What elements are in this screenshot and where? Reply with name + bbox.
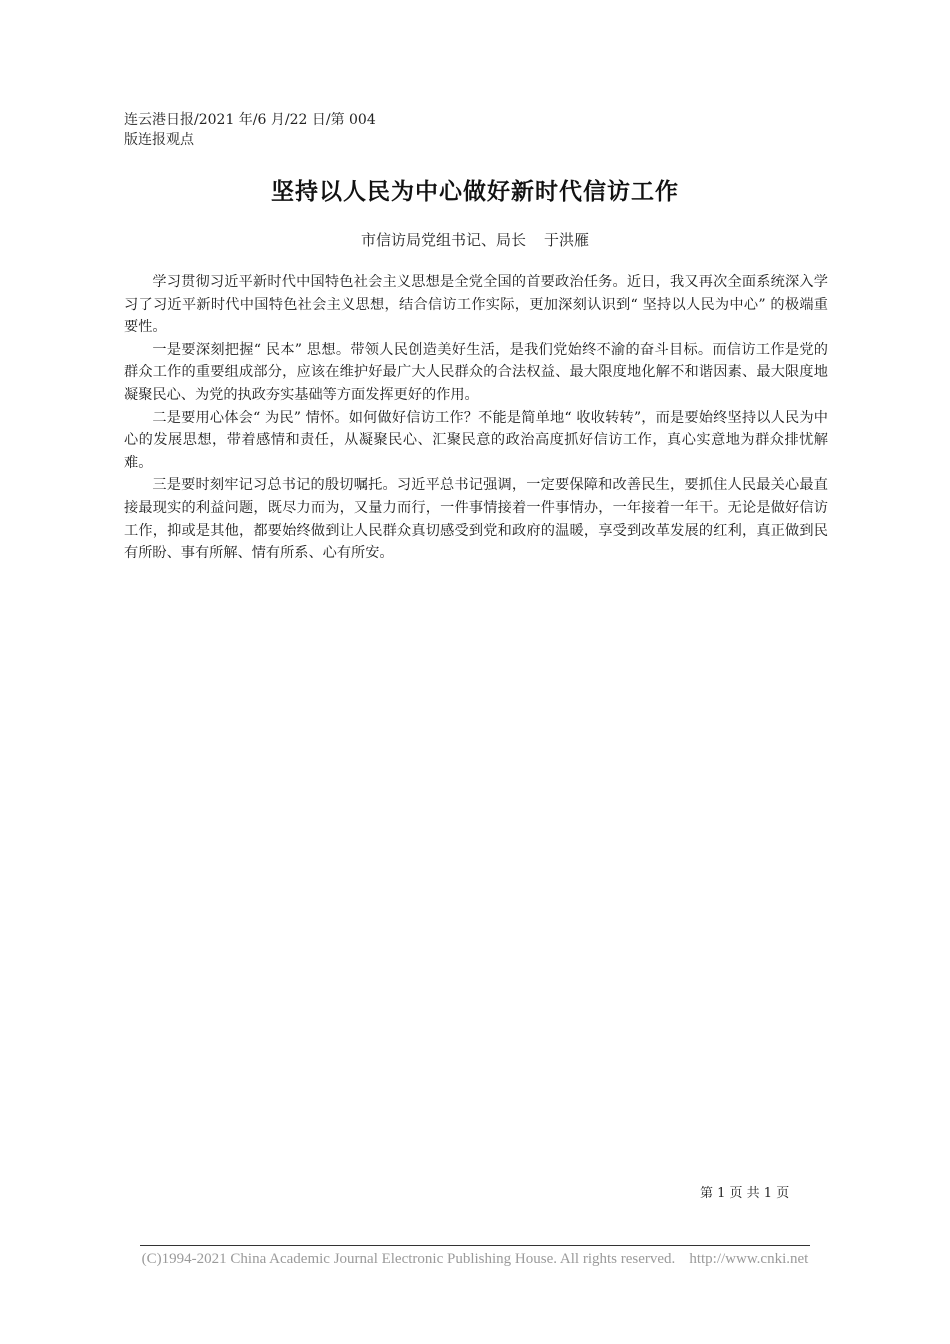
copyright-text: (C)1994-2021 China Academic Journal Electronic Publishing House. All rights reserved. xyxy=(141,1251,676,1267)
paragraph: 二是要用心体会“ 为民” 情怀。如何做好信访工作？不能是简单地“ 收收转转”，而是要始终坚持以人民为中心的发展思想，带着感情和责任，从凝聚民心、汇聚民意的政治高度抓好信访工作，真心实意地为群众排忧解难。 xyxy=(124,409,828,471)
section-line: 版连报观点 xyxy=(124,132,194,148)
document-meta xyxy=(124,110,524,150)
paragraph: 一是要深刻把握“ 民本” 思想。带领人民创造美好生活，是我们党始终不渝的奋斗目标。而信访工作是党的群众工作的重要组成部分，应该在维护好最广大人民群众的合法权益、最大限度地化解不和谐因素、最大限度地凝聚民心、为党的执政夯实基础等方面发挥更好的作用。 xyxy=(124,341,828,403)
author-name: 于洪雁 xyxy=(544,231,590,249)
source-line: 连云港日报/2021 年/6 月/22 日/第 004 xyxy=(124,112,376,128)
author-role: 市信访局党组书记、局长 xyxy=(360,231,526,249)
author-line xyxy=(0,229,950,251)
copyright-line xyxy=(0,1248,950,1270)
paragraph: 三是要时刻牢记习总书记的殷切嘱托。习近平总书记强调，一定要保障和改善民生，要抓住人民最关心最直接最现实的利益问题，既尽力而为，又量力而行，一件事情接着一件事情办，一年接着一年干。无论是做好信访工作，抑或是其他，都要始终做到让人民群众真切感受到党和政府的温暖，享受到改革发展的红利，真正做到民有所盼、事有所解、情有所系、心有所安。 xyxy=(124,477,828,562)
page-indicator: 第 1 页 共 1 页 xyxy=(700,1186,790,1201)
paragraph: 学习贯彻习近平新时代中国特色社会主义思想是全党全国的首要政治任务。近日，我又再次全面系统深入学习了习近平新时代中国特色社会主义思想，结合信访工作实际，更加深刻认识到“ 坚持以人民为中心” 的极端重要性。 xyxy=(124,274,828,336)
website-link[interactable]: http://www.cnki.net xyxy=(689,1251,809,1267)
footer-divider xyxy=(140,1245,810,1246)
article-body xyxy=(124,271,828,565)
article-title: 坚持以人民为中心做好新时代信访工作 xyxy=(271,179,679,205)
